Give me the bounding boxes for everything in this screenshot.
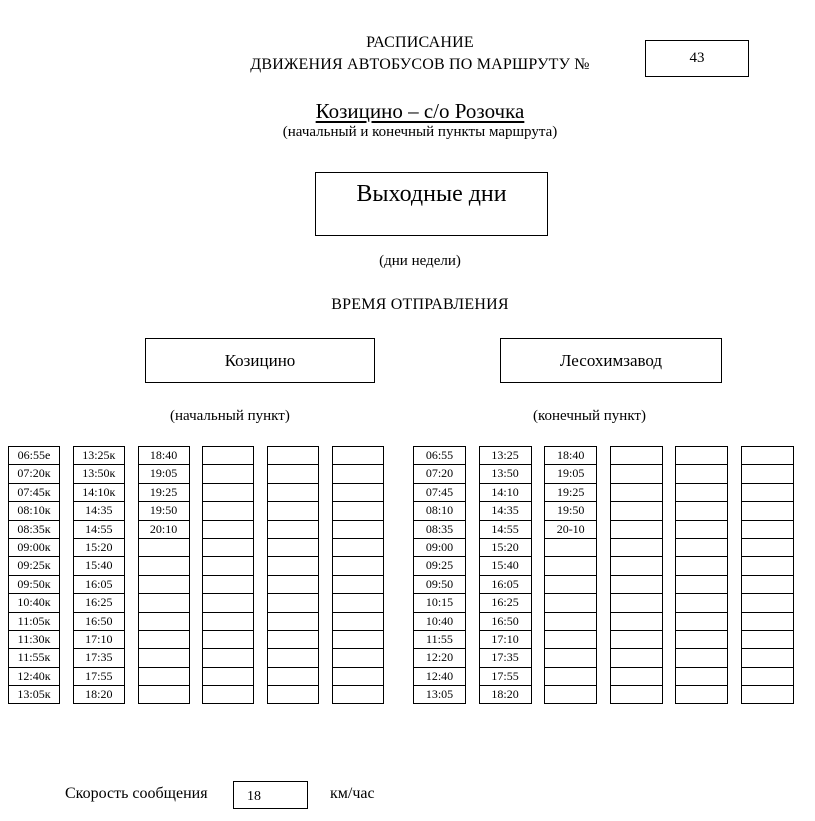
- timetable-column: [413, 446, 466, 704]
- time-cell: 12:20: [413, 648, 466, 667]
- time-cell: 06:55е: [8, 446, 60, 465]
- timetable-column: [741, 446, 794, 704]
- speed-value-box: [233, 781, 308, 809]
- time-cell: 16:25: [479, 593, 532, 612]
- time-cell: [332, 593, 384, 612]
- time-cell: 08:35: [413, 520, 466, 539]
- time-cell: 20-10: [544, 520, 597, 539]
- time-cell: [332, 612, 384, 631]
- time-cell: 16:25: [73, 593, 125, 612]
- time-cell: 17:10: [73, 630, 125, 649]
- time-cell: [267, 575, 319, 594]
- timetable-start-point: [8, 446, 384, 704]
- end-point-caption: (конечный пункт): [533, 408, 646, 424]
- time-cell: [675, 667, 728, 686]
- timetable-column: [8, 446, 60, 704]
- time-cell: [332, 464, 384, 483]
- time-cell: 10:15: [413, 593, 466, 612]
- time-cell: [675, 501, 728, 520]
- time-cell: 14:10: [479, 483, 532, 502]
- timetable-column: [332, 446, 384, 704]
- speed-unit: км/час: [330, 785, 375, 802]
- time-cell: 13:25: [479, 446, 532, 465]
- time-cell: 11:55: [413, 630, 466, 649]
- time-cell: [610, 501, 663, 520]
- time-cell: [610, 612, 663, 631]
- time-cell: [202, 464, 254, 483]
- time-cell: 08:10к: [8, 501, 60, 520]
- time-cell: 09:50к: [8, 575, 60, 594]
- time-cell: [675, 575, 728, 594]
- document-title-line2: ДВИЖЕНИЯ АВТОБУСОВ ПО МАРШРУТУ №: [250, 56, 590, 73]
- time-cell: 11:05к: [8, 612, 60, 631]
- time-cell: [267, 464, 319, 483]
- time-cell: [267, 501, 319, 520]
- time-cell: 08:10: [413, 501, 466, 520]
- days-value: Выходные дни: [356, 181, 507, 207]
- time-cell: [332, 575, 384, 594]
- time-cell: [267, 685, 319, 704]
- time-cell: 19:25: [544, 483, 597, 502]
- time-cell: 14:55: [479, 520, 532, 539]
- time-cell: 15:20: [73, 538, 125, 557]
- time-cell: [675, 464, 728, 483]
- time-cell: [267, 483, 319, 502]
- document-title-line1: РАСПИСАНИЕ: [366, 34, 474, 51]
- timetable-end-point: [413, 446, 794, 704]
- time-cell: [202, 575, 254, 594]
- time-cell: [202, 556, 254, 575]
- time-cell: [332, 520, 384, 539]
- time-cell: [267, 446, 319, 465]
- time-cell: 16:50: [73, 612, 125, 631]
- time-cell: 11:30к: [8, 630, 60, 649]
- time-cell: [741, 556, 794, 575]
- time-cell: 14:35: [479, 501, 532, 520]
- time-cell: 16:05: [479, 575, 532, 594]
- time-cell: [332, 483, 384, 502]
- time-cell: [741, 446, 794, 465]
- timetable-column: [73, 446, 125, 704]
- end-point-box: [500, 338, 722, 383]
- time-cell: [675, 648, 728, 667]
- time-cell: [741, 483, 794, 502]
- time-cell: 17:55: [479, 667, 532, 686]
- time-cell: [741, 685, 794, 704]
- time-cell: [610, 483, 663, 502]
- end-point-name: Лесохимзавод: [559, 350, 663, 370]
- timetable-column: [138, 446, 190, 704]
- time-cell: 19:25: [138, 483, 190, 502]
- time-cell: [675, 612, 728, 631]
- time-cell: [267, 520, 319, 539]
- time-cell: 19:50: [138, 501, 190, 520]
- time-cell: 09:00к: [8, 538, 60, 557]
- time-cell: [138, 612, 190, 631]
- time-cell: [610, 446, 663, 465]
- time-cell: [138, 556, 190, 575]
- time-cell: 17:10: [479, 630, 532, 649]
- route-name: Козицино – с/о Розочка: [315, 99, 525, 123]
- time-cell: [675, 520, 728, 539]
- time-cell: 09:25: [413, 556, 466, 575]
- time-cell: 10:40: [413, 612, 466, 631]
- time-cell: [267, 667, 319, 686]
- time-cell: 08:35к: [8, 520, 60, 539]
- speed-label: Скорость сообщения: [65, 785, 208, 802]
- time-cell: [138, 648, 190, 667]
- time-cell: [202, 630, 254, 649]
- time-cell: 15:40: [73, 556, 125, 575]
- time-cell: [544, 593, 597, 612]
- time-cell: [610, 593, 663, 612]
- time-cell: [332, 556, 384, 575]
- timetable-column: [267, 446, 319, 704]
- time-cell: [675, 538, 728, 557]
- time-cell: [267, 593, 319, 612]
- time-cell: [267, 556, 319, 575]
- time-cell: [675, 685, 728, 704]
- start-point-name: Козицино: [224, 350, 296, 370]
- time-cell: 06:55: [413, 446, 466, 465]
- time-cell: [138, 685, 190, 704]
- time-cell: [332, 648, 384, 667]
- time-cell: 16:50: [479, 612, 532, 631]
- time-cell: 20:10: [138, 520, 190, 539]
- time-cell: 15:20: [479, 538, 532, 557]
- timetable-column: [479, 446, 532, 704]
- time-cell: [202, 612, 254, 631]
- time-cell: [610, 556, 663, 575]
- time-cell: 13:50: [479, 464, 532, 483]
- time-cell: [202, 648, 254, 667]
- timetable-column: [544, 446, 597, 704]
- time-cell: 12:40к: [8, 667, 60, 686]
- time-cell: [202, 483, 254, 502]
- time-cell: [332, 538, 384, 557]
- time-cell: [544, 556, 597, 575]
- route-number-value: 43: [689, 50, 705, 66]
- time-cell: [332, 685, 384, 704]
- time-cell: 14:55: [73, 520, 125, 539]
- days-caption: (дни недели): [379, 253, 461, 269]
- time-cell: 17:55: [73, 667, 125, 686]
- time-cell: 19:05: [544, 464, 597, 483]
- time-cell: [332, 446, 384, 465]
- start-point-caption: (начальный пункт): [170, 408, 290, 424]
- time-cell: 18:40: [138, 446, 190, 465]
- days-box: [315, 172, 548, 236]
- time-cell: [202, 538, 254, 557]
- time-cell: [675, 593, 728, 612]
- time-cell: 14:10к: [73, 483, 125, 502]
- time-cell: [610, 538, 663, 557]
- speed-value: 18: [247, 789, 261, 804]
- timetable-column: [202, 446, 254, 704]
- time-cell: [741, 648, 794, 667]
- timetable-column: [675, 446, 728, 704]
- time-cell: [202, 446, 254, 465]
- time-cell: 09:00: [413, 538, 466, 557]
- time-cell: 13:05к: [8, 685, 60, 704]
- time-cell: [332, 667, 384, 686]
- time-cell: [332, 501, 384, 520]
- time-cell: [610, 667, 663, 686]
- time-cell: [675, 446, 728, 465]
- time-cell: [610, 464, 663, 483]
- time-cell: 19:05: [138, 464, 190, 483]
- time-cell: 18:40: [544, 446, 597, 465]
- time-cell: 09:50: [413, 575, 466, 594]
- time-cell: [741, 464, 794, 483]
- time-cell: [610, 575, 663, 594]
- time-cell: [202, 685, 254, 704]
- time-cell: [267, 648, 319, 667]
- time-cell: [138, 667, 190, 686]
- time-cell: [675, 630, 728, 649]
- time-cell: [741, 575, 794, 594]
- time-cell: [544, 685, 597, 704]
- time-cell: [741, 593, 794, 612]
- time-cell: 16:05: [73, 575, 125, 594]
- time-cell: [741, 630, 794, 649]
- time-cell: [138, 538, 190, 557]
- time-cell: [138, 630, 190, 649]
- time-cell: [267, 630, 319, 649]
- time-cell: [610, 630, 663, 649]
- time-cell: [741, 612, 794, 631]
- time-cell: [544, 612, 597, 631]
- time-cell: 15:40: [479, 556, 532, 575]
- timetable-column: [610, 446, 663, 704]
- time-cell: 14:35: [73, 501, 125, 520]
- time-cell: 07:45: [413, 483, 466, 502]
- time-cell: [610, 648, 663, 667]
- time-cell: 17:35: [73, 648, 125, 667]
- time-cell: [138, 575, 190, 594]
- time-cell: 12:40: [413, 667, 466, 686]
- time-cell: [202, 593, 254, 612]
- time-cell: [544, 630, 597, 649]
- time-cell: [544, 648, 597, 667]
- time-cell: 18:20: [479, 685, 532, 704]
- time-cell: [202, 667, 254, 686]
- time-cell: 13:05: [413, 685, 466, 704]
- time-cell: 07:20к: [8, 464, 60, 483]
- time-cell: [741, 520, 794, 539]
- time-cell: [332, 630, 384, 649]
- time-cell: [741, 538, 794, 557]
- time-cell: 13:25к: [73, 446, 125, 465]
- route-number-box: [645, 40, 749, 77]
- time-cell: [202, 501, 254, 520]
- time-cell: 07:20: [413, 464, 466, 483]
- route-caption: (начальный и конечный пункты маршрута): [282, 124, 558, 140]
- time-cell: [610, 685, 663, 704]
- time-cell: [675, 483, 728, 502]
- time-cell: [544, 667, 597, 686]
- time-cell: [544, 538, 597, 557]
- time-cell: [138, 593, 190, 612]
- time-cell: [202, 520, 254, 539]
- time-cell: [741, 667, 794, 686]
- time-cell: [741, 501, 794, 520]
- time-cell: 07:45к: [8, 483, 60, 502]
- time-cell: [267, 538, 319, 557]
- time-cell: 17:35: [479, 648, 532, 667]
- time-cell: 11:55к: [8, 648, 60, 667]
- time-cell: [610, 520, 663, 539]
- time-cell: 13:50к: [73, 464, 125, 483]
- time-cell: 19:50: [544, 501, 597, 520]
- start-point-box: [145, 338, 375, 383]
- time-cell: [675, 556, 728, 575]
- departure-time-title: ВРЕМЯ ОТПРАВЛЕНИЯ: [331, 296, 509, 313]
- time-cell: [544, 575, 597, 594]
- time-cell: 09:25к: [8, 556, 60, 575]
- time-cell: [267, 612, 319, 631]
- time-cell: 10:40к: [8, 593, 60, 612]
- time-cell: 18:20: [73, 685, 125, 704]
